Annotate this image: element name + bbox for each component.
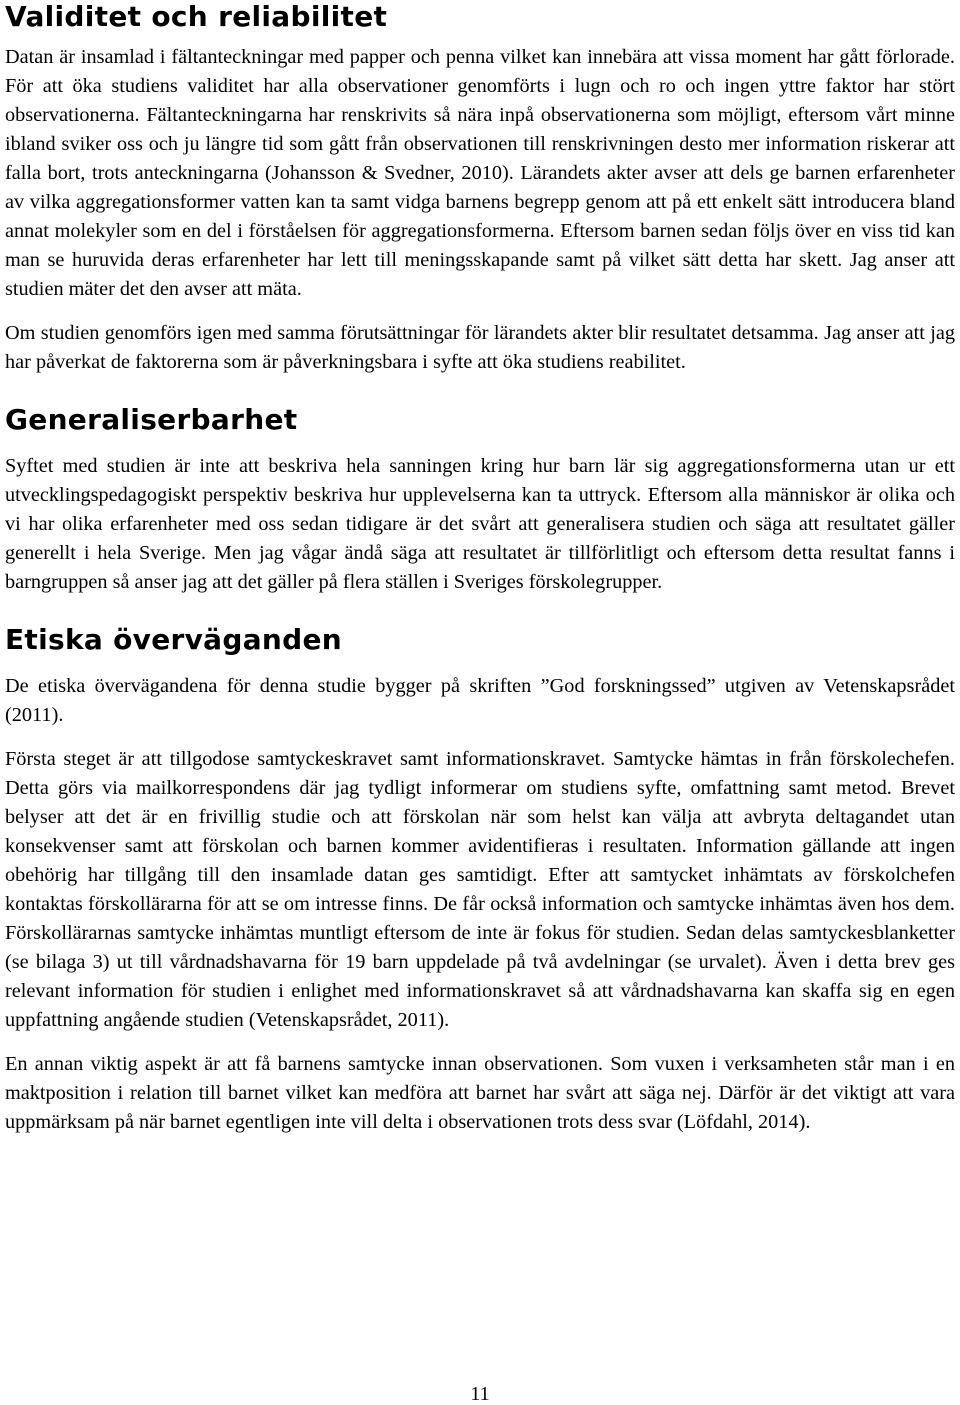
section-heading-validitet: Validitet och reliabilitet bbox=[5, 0, 388, 33]
paragraph: Syftet med studien är inte att beskriva hela sanningen kring hur barn lär sig aggregationsformerna utan ur ett utvecklingspedagogiskt perspektiv beskriva hur upplevelserna kan ta uttryck. Eftersom alla människor är olika och vi har olika erfarenheter med oss sedan tidigare är det svårt att generalisera studien och säga att resultatet gäller generellt i hela Sverige. Men jag vågar ändå säga att resultatet är tillförlitligt och eftersom detta resultat fanns i barngruppen så anser jag att det gäller på flera ställen i Sveriges förskolegrupper. bbox=[5, 455, 955, 593]
paragraph: De etiska övervägandena för denna studie bygger på skriften ”God forskningssed” utgiven av Vetenskapsrådet (2011). bbox=[5, 675, 955, 726]
paragraph: En annan viktig aspekt är att få barnens samtycke innan observationen. Som vuxen i verksamheten står man i en maktposition i relation till barnet vilket kan medföra att barnet har svårt att säga nej. Därför är det viktigt att vara uppmärksam på när barnet egentligen inte vill delta i observationen trots dess svar (Löfdahl, 2014). bbox=[5, 1053, 955, 1133]
section-heading-generaliserbarhet: Generaliserbarhet bbox=[5, 403, 298, 436]
paragraph: Om studien genomförs igen med samma förutsättningar för lärandets akter blir resultatet detsamma. Jag anser att jag har påverkat de faktorerna som är påverkningsbara i syfte att öka studiens reabilitet. bbox=[5, 322, 955, 373]
document-page bbox=[5, 0, 955, 1137]
page-number: 11 bbox=[470, 1383, 490, 1405]
paragraph: Datan är insamlad i fältanteckningar med papper och penna vilket kan innebära att vissa moment har gått förlorade. För att öka studiens validitet har alla observationer genomförts i lugn och ro och ingen yttre faktor har stört observationerna. Fältanteckningarna har renskrivits så nära inpå observationerna som möjligt, eftersom vårt minne ibland sviker oss och ju längre tid som gått från observationen till renskrivningen desto mer information riskerar att falla bort, trots anteckningarna (Johansson & Svedner, 2010). Lärandets akter avser att dels ge barnen erfarenheter av vilka aggregationsformer vatten kan ta samt vidga barnens begrepp genom att på ett enkelt sätt introducera bland annat molekyler som en del i förståelsen för aggregationsformerna. Eftersom barnen sedan följs över en viss tid kan man se huruvida deras erfarenheter har lett till meningsskapande samt på vilket sätt detta har skett. Jag anser att studien mäter det den avser att mäta. bbox=[5, 46, 955, 300]
section-heading-etiska: Etiska överväganden bbox=[5, 623, 343, 656]
paragraph: Första steget är att tillgodose samtyckeskravet samt informationskravet. Samtycke hämtas in från förskolechefen. Detta görs via mailkorrespondens där jag tydligt informerar om studiens syfte, omfattning samt metod. Brevet belyser att det är en frivillig studie och att förskolan när som helst kan välja att avbryta deltagandet utan konsekvenser samt att förskolan och barnen kommer avidentifieras i resultaten. Information gällande att ingen obehörig har tillgång till den insamlade datan ges samtidigt. Efter att samtycket inhämtats av förskolchefen kontaktas förskollärarna för att se om intresse finns. De får också information och samtycke inhämtas även hos dem. Förskollärarnas samtycke inhämtas muntligt eftersom de inte är fokus för studien. Sedan delas samtyckesblanketter (se bilaga 3) ut till vårdnadshavarna för 19 barn uppdelade på två avdelningar (se urvalet). Även i detta brev ges relevant information för studien i enlighet med informationskravet så att vårdnadshavarna kan skaffa sig en egen uppfattning angående studien (Vetenskapsrådet, 2011). bbox=[5, 748, 955, 1031]
